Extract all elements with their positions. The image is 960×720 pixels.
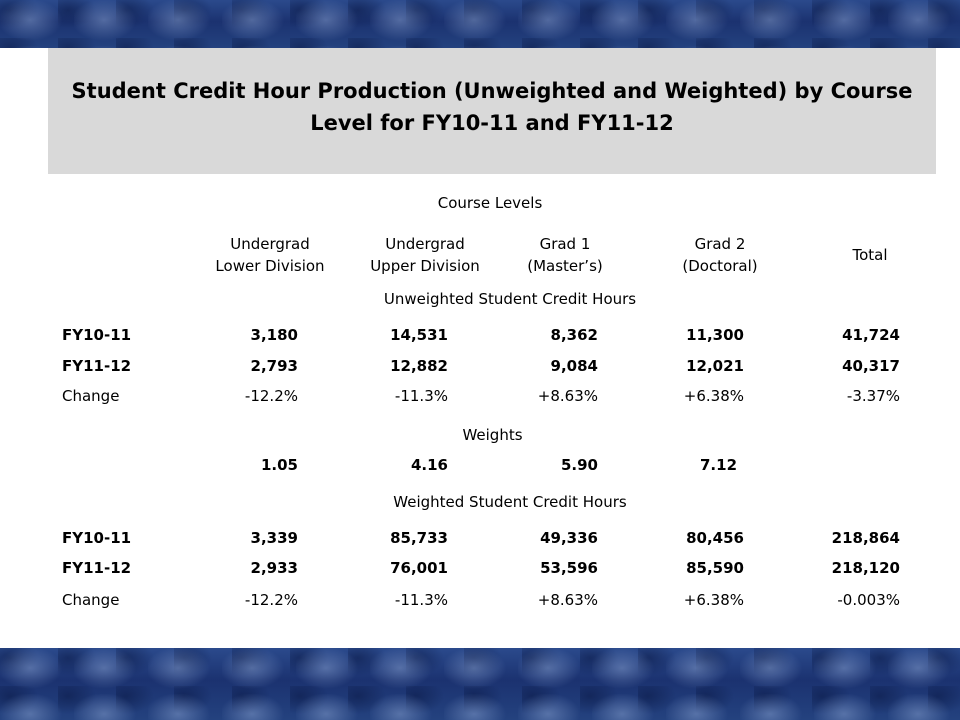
table-cell: -11.3% bbox=[394, 591, 448, 609]
row-label: Change bbox=[62, 387, 120, 405]
table-cell: 2,793 bbox=[250, 357, 298, 375]
table-cell: +8.63% bbox=[537, 591, 598, 609]
table-cell: 53,596 bbox=[540, 559, 598, 577]
column-header bbox=[200, 233, 340, 277]
table-cell: +6.38% bbox=[683, 387, 744, 405]
table-cell: 14,531 bbox=[390, 326, 448, 344]
decorative-bottom-band bbox=[0, 648, 960, 720]
weighted-heading: Weighted Student Credit Hours bbox=[393, 493, 627, 511]
column-header-line2: Upper Division bbox=[370, 257, 480, 275]
weight-value: 7.12 bbox=[700, 456, 738, 474]
table-cell: 9,084 bbox=[550, 357, 598, 375]
column-header-line1: Grad 1 bbox=[539, 235, 591, 253]
row-label: Change bbox=[62, 591, 120, 609]
table-cell: 80,456 bbox=[686, 529, 744, 547]
table-cell: 12,021 bbox=[686, 357, 744, 375]
table-cell: 85,590 bbox=[686, 559, 744, 577]
row-label: FY10-11 bbox=[62, 326, 132, 344]
table-cell: 3,180 bbox=[250, 326, 298, 344]
weight-value: 1.05 bbox=[260, 456, 298, 474]
weight-value: 5.90 bbox=[560, 456, 598, 474]
column-header-line2: (Master’s) bbox=[527, 257, 603, 275]
table-cell: -12.2% bbox=[244, 591, 298, 609]
column-header bbox=[640, 233, 800, 277]
title-box bbox=[48, 48, 936, 174]
table-cell: -3.37% bbox=[846, 387, 900, 405]
row-label: FY11-12 bbox=[62, 357, 132, 375]
column-header-line1: Grad 2 bbox=[694, 235, 746, 253]
table-cell: +6.38% bbox=[683, 591, 744, 609]
weights-heading: Weights bbox=[462, 426, 523, 444]
table-cell: 2,933 bbox=[250, 559, 298, 577]
course-levels-heading: Course Levels bbox=[437, 194, 543, 212]
unweighted-heading: Unweighted Student Credit Hours bbox=[383, 290, 637, 308]
table-cell: 218,864 bbox=[831, 529, 900, 547]
decorative-top-band bbox=[0, 0, 960, 48]
column-header bbox=[345, 233, 505, 277]
table-cell: +8.63% bbox=[537, 387, 598, 405]
table-cell: 40,317 bbox=[842, 357, 900, 375]
column-header bbox=[495, 233, 635, 277]
table-cell: -11.3% bbox=[394, 387, 448, 405]
table-cell: 11,300 bbox=[686, 326, 744, 344]
column-header-total: Total bbox=[852, 246, 888, 264]
column-header-line1: Undergrad bbox=[385, 235, 465, 253]
table-cell: 12,882 bbox=[390, 357, 448, 375]
slide-title: Student Credit Hour Production (Unweighted and Weighted) by Course Level for FY10-11 and FY11-12 bbox=[71, 79, 913, 135]
table-cell: 41,724 bbox=[842, 326, 900, 344]
table-cell: 49,336 bbox=[540, 529, 598, 547]
table-cell: 85,733 bbox=[390, 529, 448, 547]
table-cell: -0.003% bbox=[837, 591, 900, 609]
table-cell: 218,120 bbox=[831, 559, 900, 577]
table-cell: 76,001 bbox=[390, 559, 448, 577]
weight-value: 4.16 bbox=[410, 456, 448, 474]
column-header-line2: Lower Division bbox=[215, 257, 325, 275]
table-cell: -12.2% bbox=[244, 387, 298, 405]
column-header-line2: (Doctoral) bbox=[682, 257, 758, 275]
table-cell: 3,339 bbox=[250, 529, 298, 547]
row-label: FY10-11 bbox=[62, 529, 132, 547]
column-header-line1: Undergrad bbox=[230, 235, 310, 253]
table-cell: 8,362 bbox=[550, 326, 598, 344]
row-label: FY11-12 bbox=[62, 559, 132, 577]
